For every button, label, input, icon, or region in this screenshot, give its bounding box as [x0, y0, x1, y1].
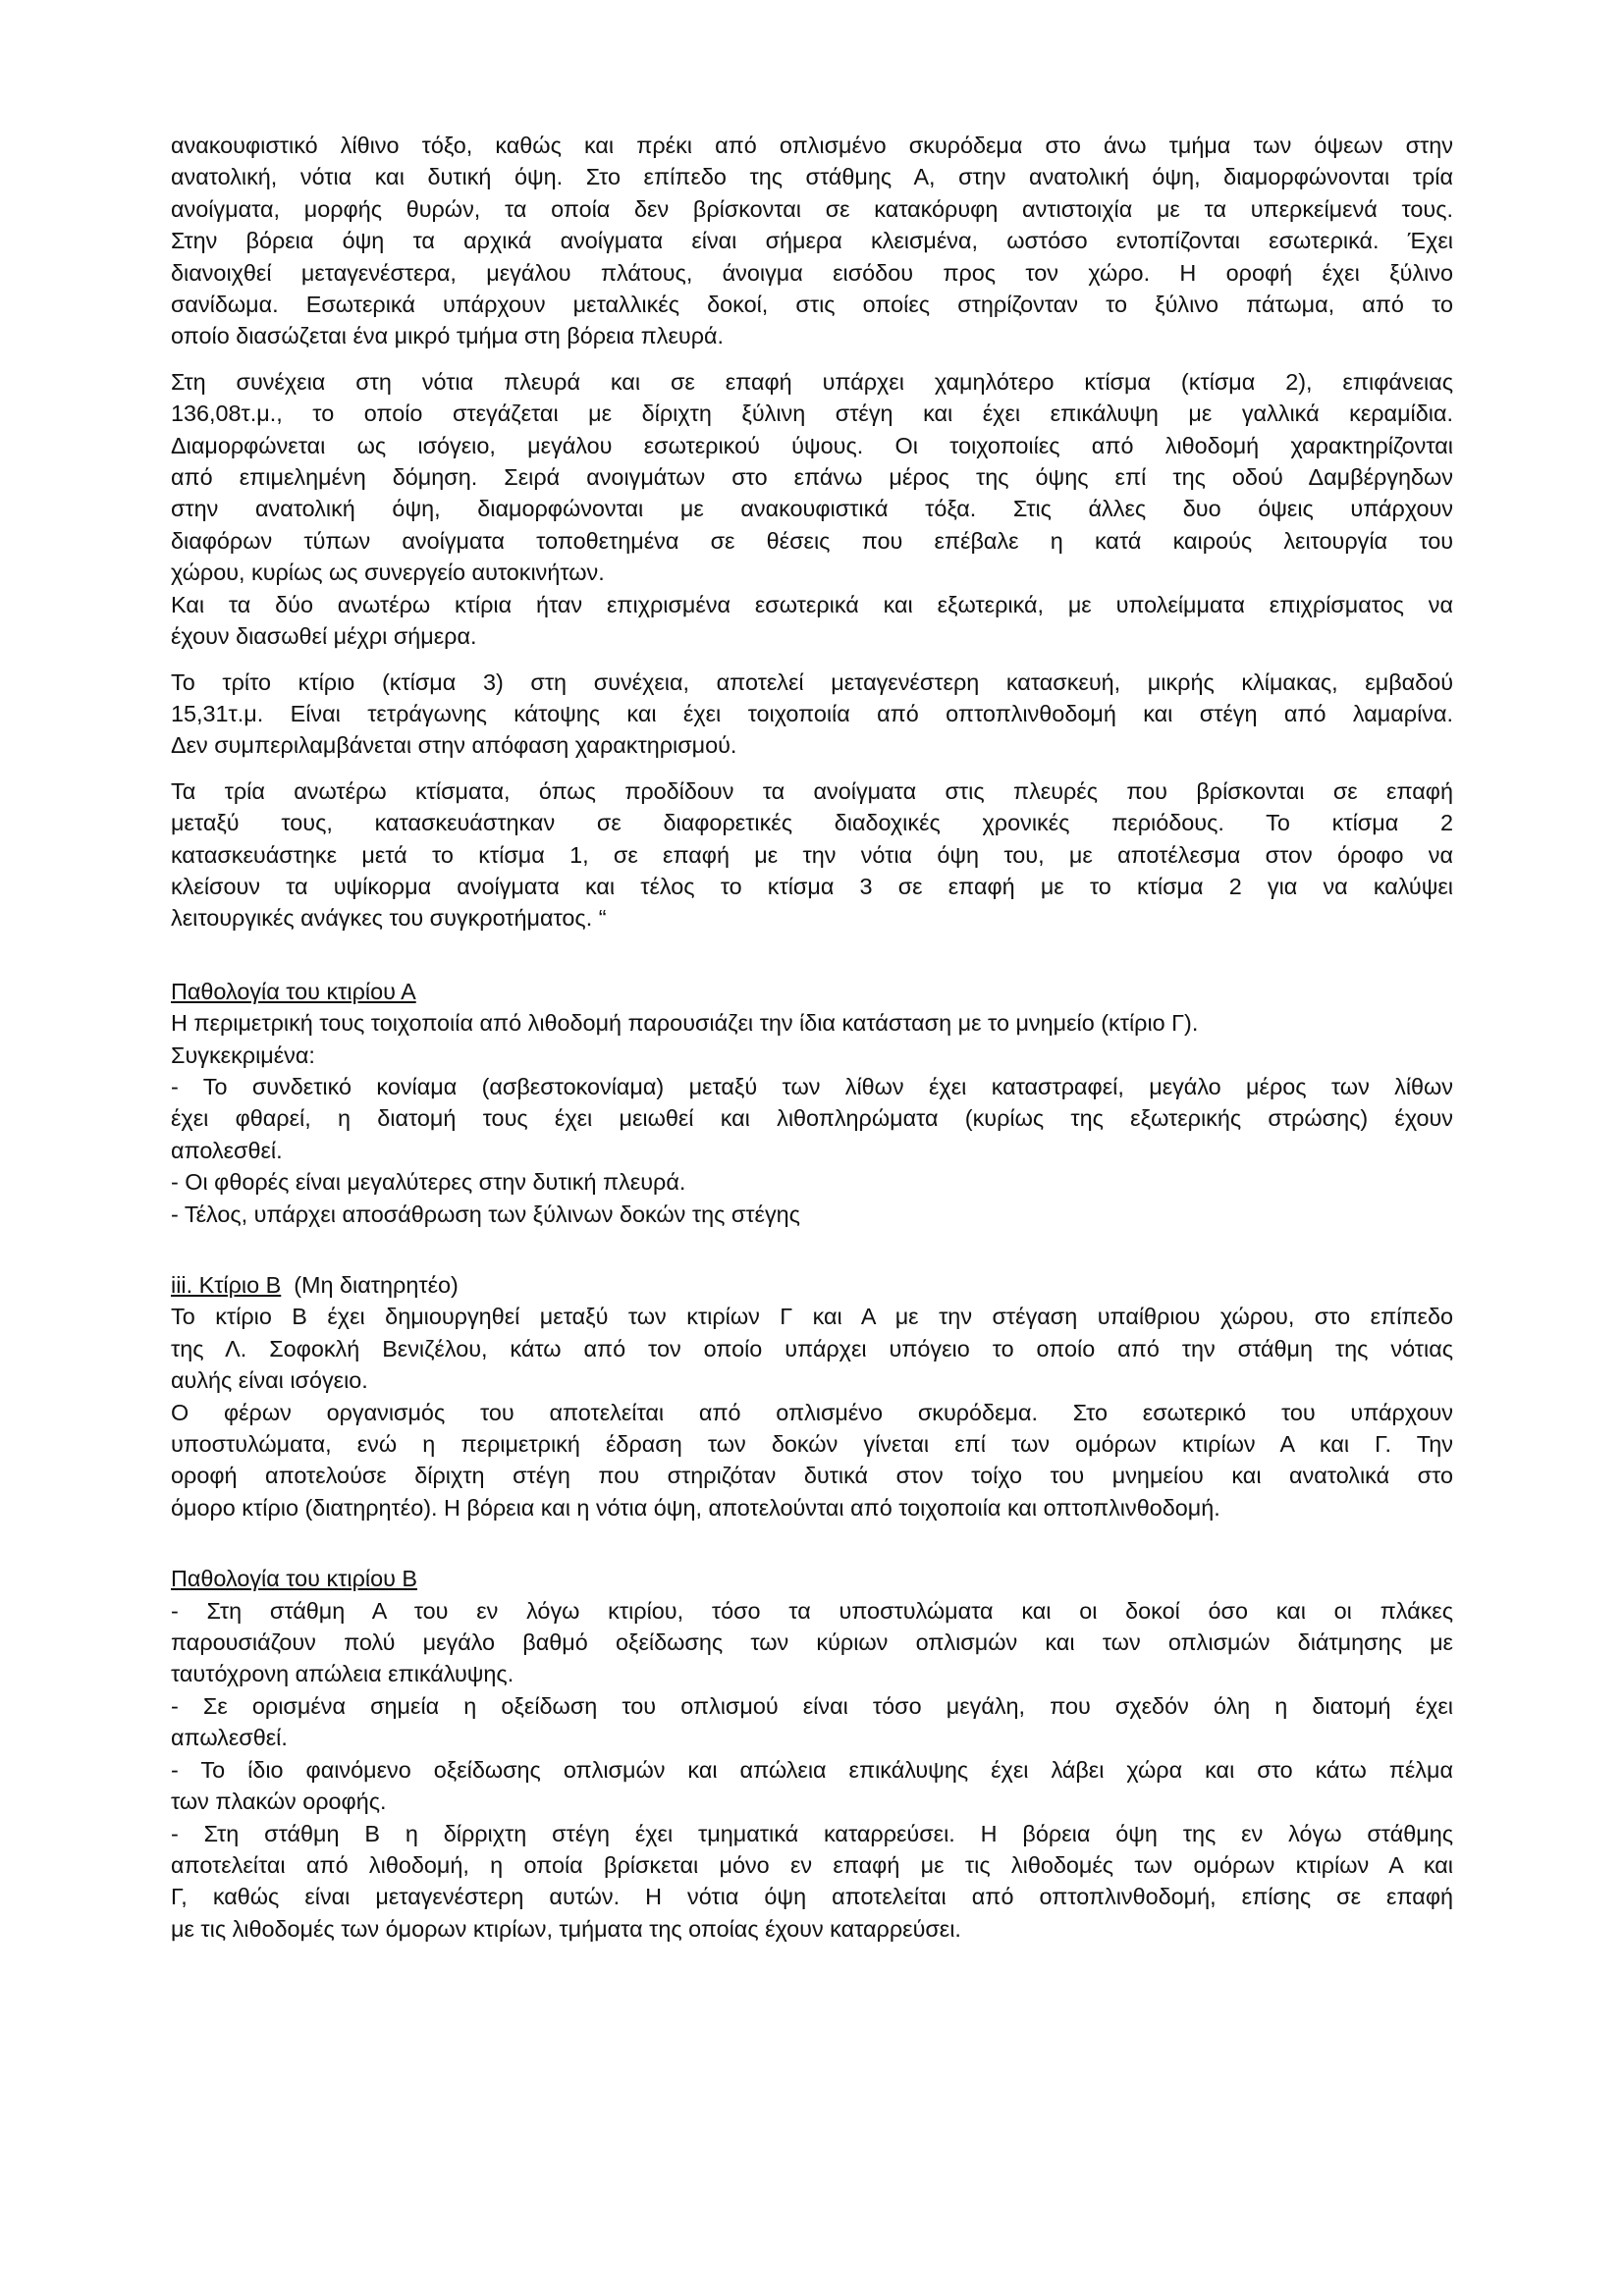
text-line: Το τρίτο κτίριο (κτίσμα 3) στη συνέχεια, αποτελεί μεταγενέστερη κατασκευή, μικρής κλίμακας, εμβαδού: [171, 668, 1453, 695]
section-heading-text: iii. Κτίριο Β: [171, 1272, 282, 1298]
list-item-line: αποτελείται από λιθοδομή, η οποία βρίσκεται μόνο εν επαφή με τις λιθοδομές των ομόρων κτιρίων Α και: [171, 1851, 1453, 1878]
list-item-line: - Οι φθορές είναι μεγαλύτερες στην δυτική πλευρά.: [171, 1169, 686, 1196]
text-line: Στην βόρεια όψη τα αρχικά ανοίγματα είναι σήμερα κλεισμένα, ωστόσο εντοπίζονται εσωτερικά. Έχει: [171, 228, 1453, 254]
text-line: διαφόρων τύπων ανοίγματα τοποθετημένα σε θέσεις που επέβαλε η κατά καιρούς λειτουργία του: [171, 527, 1453, 554]
list-item-line: ταυτόχρονη απώλεια επικάλυψης.: [171, 1661, 514, 1687]
section-pathology-building-a: [171, 976, 1453, 1230]
paragraph-4: [171, 775, 1453, 934]
text-line: Συγκεκριμένα:: [171, 1041, 315, 1068]
text-line: κλείσουν τα υψίκορμα ανοίγματα και τέλος το κτίσμα 3 σε επαφή με το κτίσμα 2 για να καλύψει: [171, 873, 1453, 899]
text-line: σανίδωμα. Εσωτερικά υπάρχουν μεταλλικές δοκοί, στις οποίες στηρίζονταν το ξύλινο πάτωμα, από το: [171, 292, 1453, 318]
text-line: ανακουφιστικό λίθινο τόξο, καθώς και πρέκι από οπλισμένο σκυρόδεμα στο άνω τμήμα των όψεων στην: [171, 133, 1453, 158]
text-line: από επιμελημένη δόμηση. Σειρά ανοιγμάτων στο επάνω μέρος της όψης επί της οδού Δαμβέργηδων: [171, 464, 1453, 491]
text-line: Το κτίριο Β έχει δημιουργηθεί μεταξύ των κτιρίων Γ και Α με την στέγαση υπαίθριου χώρου, στο επίπεδο: [171, 1304, 1453, 1330]
text-line: οποίο διασώζεται ένα μικρό τμήμα στη βόρεια πλευρά.: [171, 323, 725, 349]
list-item-line: - Το συνδετικό κονίαμα (ασβεστοκονίαμα) μεταξύ των λίθων έχει καταστραφεί, μεγάλο μέρος των λίθων: [171, 1073, 1453, 1099]
list-item-line: - Το ίδιο φαινόμενο οξείδωσης οπλισμών και απώλεια επικάλυψης έχει λάβει χώρα και στο κάτω πέλμα: [171, 1756, 1453, 1783]
list-item-line: με τις λιθοδομές των όμορων κτιρίων, τμήματα της οποίας έχουν καταρρεύσει.: [171, 1915, 961, 1942]
section-heading-text: Παθολογία του κτιρίου Α: [171, 978, 416, 1004]
list-item-line: - Στη στάθμη Α του εν λόγω κτιρίου, τόσο τα υποστυλώματα και οι δοκοί όσο και οι πλάκες: [171, 1597, 1453, 1624]
section-heading-text: Παθολογία του κτιρίου Β: [171, 1566, 417, 1592]
text-line: όμορο κτίριο (διατηρητέο). Η βόρεια και η νότια όψη, αποτελούνται από τοιχοποιία και οπτοπλινθοδομή.: [171, 1494, 1220, 1521]
list-item-line: - Τέλος, υπάρχει αποσάθρωση των ξύλινων δοκών της στέγης: [171, 1201, 800, 1227]
text-line: χώρου, κυρίως ως συνεργείο αυτοκινήτων.: [171, 560, 605, 586]
text-line: ανατολική, νότια και δυτική όψη. Στο επίπεδο της στάθμης Α, στην ανατολική όψη, διαμορφώνονται τρία: [171, 164, 1453, 190]
text-line: αυλής είναι ισόγειο.: [171, 1367, 368, 1394]
list-item-line: έχει φθαρεί, η διατομή τους έχει μειωθεί και λιθοπληρώματα (κυρίως της εξωτερικής στρώσης) έχουν: [171, 1105, 1453, 1132]
text-line: στην ανατολική όψη, διαμορφώνονται με ανακουφιστικά τόξα. Στις άλλες δυο όψεις υπάρχουν: [171, 496, 1453, 522]
text-line: κατασκευάστηκε μετά το κτίσμα 1, σε επαφή με την νότια όψη του, με αποτέλεσμα στον όροφο να: [171, 841, 1453, 868]
section-heading-note: (Μη διατηρητέο): [281, 1272, 459, 1298]
section-heading: [171, 976, 1453, 1007]
text-line: λειτουργικές ανάγκες του συγκροτήματος. “: [171, 905, 607, 932]
list-item-line: - Στη στάθμη Β η δίρριχτη στέγη έχει τμηματικά καταρρεύσει. Η βόρεια όψη της εν λόγω στάθμης: [171, 1820, 1453, 1846]
section-heading: [171, 1563, 1453, 1594]
list-item-line: των πλακών οροφής.: [171, 1789, 387, 1815]
paragraph-1: [171, 130, 1453, 352]
text-line: διανοιχθεί μεταγενέστερα, μεγάλου πλάτους, άνοιγμα εισόδου προς τον χώρο. Η οροφή έχει ξύλινο: [171, 259, 1453, 286]
list-item-line: απωλεσθεί.: [171, 1725, 288, 1751]
text-line: 15,31τ.μ. Είναι τετράγωνης κάτοψης και έχει τοιχοποιία από οπτοπλινθοδομή και στέγη από λαμαρίνα.: [171, 700, 1453, 726]
document-page: [171, 130, 1453, 1958]
text-line: Και τα δύο ανωτέρω κτίρια ήταν επιχρισμένα εσωτερικά και εξωτερικά, με υπολείμματα επιχρίσματος να: [171, 591, 1453, 617]
text-line: Στη συνέχεια στη νότια πλευρά και σε επαφή υπάρχει χαμηλότερο κτίσμα (κτίσμα 2), επιφάνειας: [171, 368, 1453, 395]
text-line: Ο φέρων οργανισμός του αποτελείται από οπλισμένο σκυρόδεμα. Στο εσωτερικό του υπάρχουν: [171, 1399, 1453, 1425]
text-line: έχουν διασωθεί μέχρι σήμερα.: [171, 623, 477, 650]
text-line: οροφή αποτελούσε δίριχτη στέγη που στηριζόταν δυτικά στον τοίχο του μνημείου και ανατολικά στο: [171, 1463, 1453, 1489]
text-line: 136,08τ.μ., το οποίο στεγάζεται με δίριχτη ξύλινη στέγη και έχει επικάλυψη με γαλλικά κεραμίδια.: [171, 400, 1453, 427]
text-line: Η περιμετρική τους τοιχοποιία από λιθοδομή παρουσιάζει την ίδια κατάσταση με το μνημείο (κτίριο Γ).: [171, 1010, 1199, 1037]
text-line: Δεν συμπεριλαμβάνεται στην απόφαση χαρακτηρισμού.: [171, 732, 737, 759]
paragraph-2: [171, 366, 1453, 653]
section-heading: [171, 1269, 1453, 1301]
list-item-line: παρουσιάζουν πολύ μεγάλο βαθμό οξείδωσης των κύριων οπλισμών και των οπλισμών διάτμησης με: [171, 1629, 1453, 1656]
text-line: της Λ. Σοφοκλή Βενιζέλου, κάτω από τον οποίο υπάρχει υπόγειο το οποίο από την στάθμη της νότιας: [171, 1335, 1453, 1362]
paragraph-3: [171, 667, 1453, 762]
list-item-line: - Σε ορισμένα σημεία η οξείδωση του οπλισμού είναι τόσο μεγάλη, που σχεδόν όλη η διατομή έχει: [171, 1692, 1453, 1719]
text-line: Διαμορφώνεται ως ισόγειο, μεγάλου εσωτερικού ύψους. Οι τοιχοποιίες από λιθοδομή χαρακτηρίζονται: [171, 432, 1453, 458]
section-building-b: [171, 1269, 1453, 1523]
list-item-line: απολεσθεί.: [171, 1137, 283, 1163]
text-line: ανοίγματα, μορφής θυρών, τα οποία δεν βρίσκονται σε κατακόρυφη αντιστοιχία με τα υπερκείμενά τους.: [171, 195, 1453, 222]
text-line: Τα τρία ανωτέρω κτίσματα, όπως προδίδουν τα ανοίγματα στις πλευρές που βρίσκονται σε επαφή: [171, 777, 1453, 804]
text-line: υποστυλώματα, ενώ η περιμετρική έδραση των δοκών γίνεται επί των ομόρων κτιρίων Α και Γ. Την: [171, 1431, 1453, 1458]
section-pathology-building-b: [171, 1563, 1453, 1945]
text-line: μεταξύ τους, κατασκευάστηκαν σε διαφορετικές διαδοχικές χρονικές περιόδους. Το κτίσμα 2: [171, 810, 1453, 836]
list-item-line: Γ, καθώς είναι μεταγενέστερη αυτών. Η νότια όψη αποτελείται από οπτοπλινθοδομή, επίσης σε επαφή: [171, 1884, 1453, 1910]
